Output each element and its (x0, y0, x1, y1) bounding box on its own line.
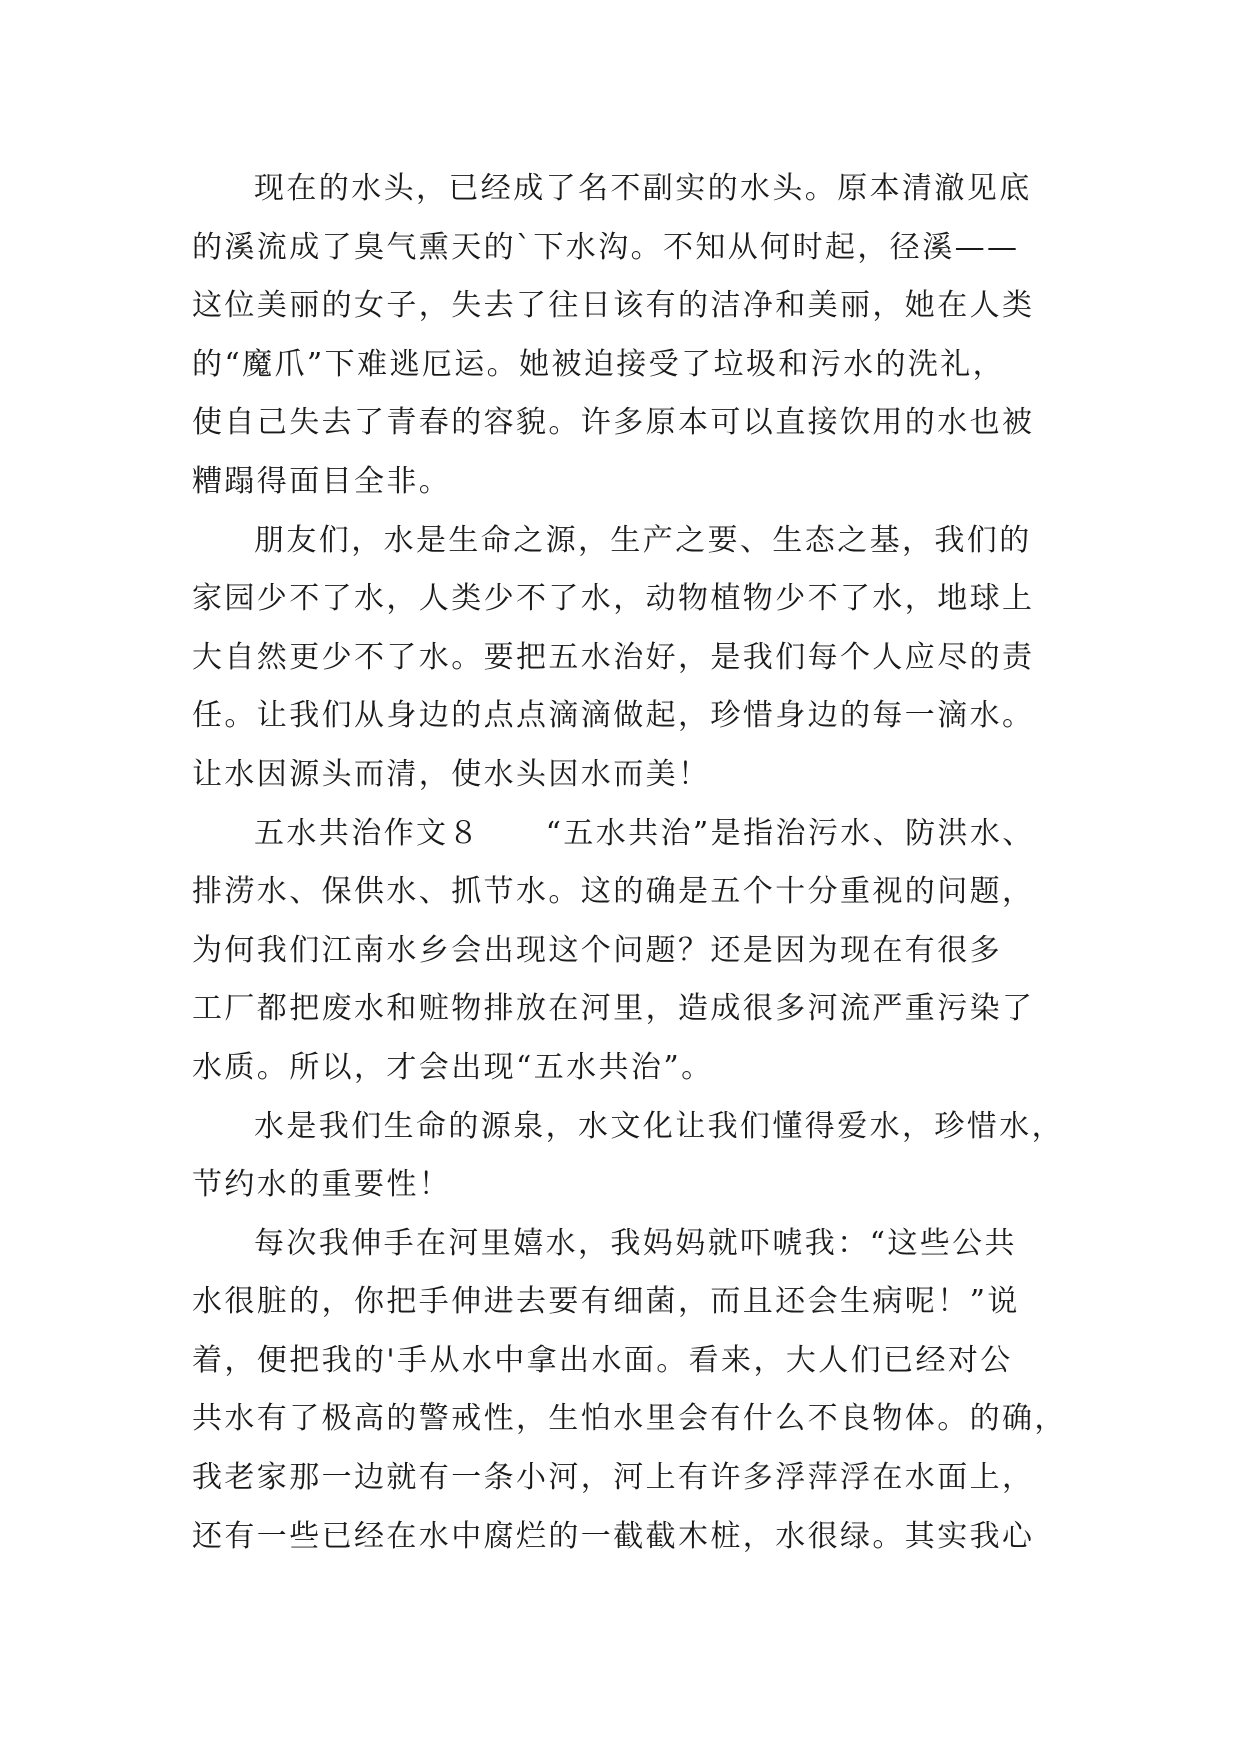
text-line: 的“魔爪”下难逃厄运。她被迫接受了垃圾和污水的洗礼， (192, 346, 1006, 382)
essay-body (192, 160, 1072, 1566)
text-line: 这位美丽的女子，失去了往日该有的洁净和美丽，她在人类 (192, 288, 1035, 324)
text-line: 我老家那一边就有一条小河，河上有许多浮萍浮在水面上， (192, 1460, 1035, 1496)
paragraph-first-line: 每次我伸手在河里嬉水，我妈妈就吓唬我：“这些公共 (254, 1225, 1017, 1261)
text-line: 的溪流成了臭气熏天的`下水沟。不知从何时起，径溪—— (192, 229, 1020, 265)
text-line: 使自己失去了青春的容貌。许多原本可以直接饮用的水也被 (192, 405, 1035, 441)
text-line: 着，便把我的'手从水中拿出水面。看来，大人们已经对公 (192, 1342, 1013, 1378)
paragraph-first-line: 水是我们生命的源泉，水文化让我们懂得爱水，珍惜水， (254, 1108, 1064, 1144)
text-line: 为何我们江南水乡会出现这个问题？还是因为现在有很多 (192, 932, 1002, 968)
text-line: 水很脏的，你把手伸进去要有细菌，而且还会生病呢！”说 (192, 1284, 1020, 1320)
text-line: 让水因源头而清，使水头因水而美！ (192, 756, 711, 792)
text-line: 糟蹋得面目全非。 (192, 463, 452, 499)
text-line: 排涝水、保供水、抓节水。这的确是五个十分重视的问题， (192, 874, 1035, 910)
text-line: 还有一些已经在水中腐烂的一截截木桩，水很绿。其实我心 (192, 1518, 1035, 1554)
paragraph-first-line: 现在的水头，已经成了名不副实的水头。原本清澈见底 (254, 171, 1032, 206)
text-line: 任。让我们从身边的点点滴滴做起，珍惜身边的每一滴水。 (192, 698, 1035, 734)
text-line: 水质。所以，才会出现“五水共治”。 (192, 1049, 714, 1085)
text-line: 家园少不了水，人类少不了水，动物植物少不了水，地球上 (192, 581, 1035, 617)
paragraph-first-line: 朋友们，水是生命之源，生产之要、生态之基，我们的 (254, 522, 1032, 558)
text-line: 大自然更少不了水。要把五水治好，是我们每个人应尽的责 (192, 639, 1035, 675)
text-line: 节约水的重要性！ (192, 1167, 452, 1203)
text-line: 工厂都把废水和赃物排放在河里，造成很多河流严重污染了 (192, 991, 1035, 1027)
paragraph-first-line: 五水共治作文８ “五水共治”是指治污水、防洪水、 (254, 815, 1035, 851)
text-line: 共水有了极高的警戒性，生怕水里会有什么不良物体。的确， (192, 1401, 1067, 1437)
